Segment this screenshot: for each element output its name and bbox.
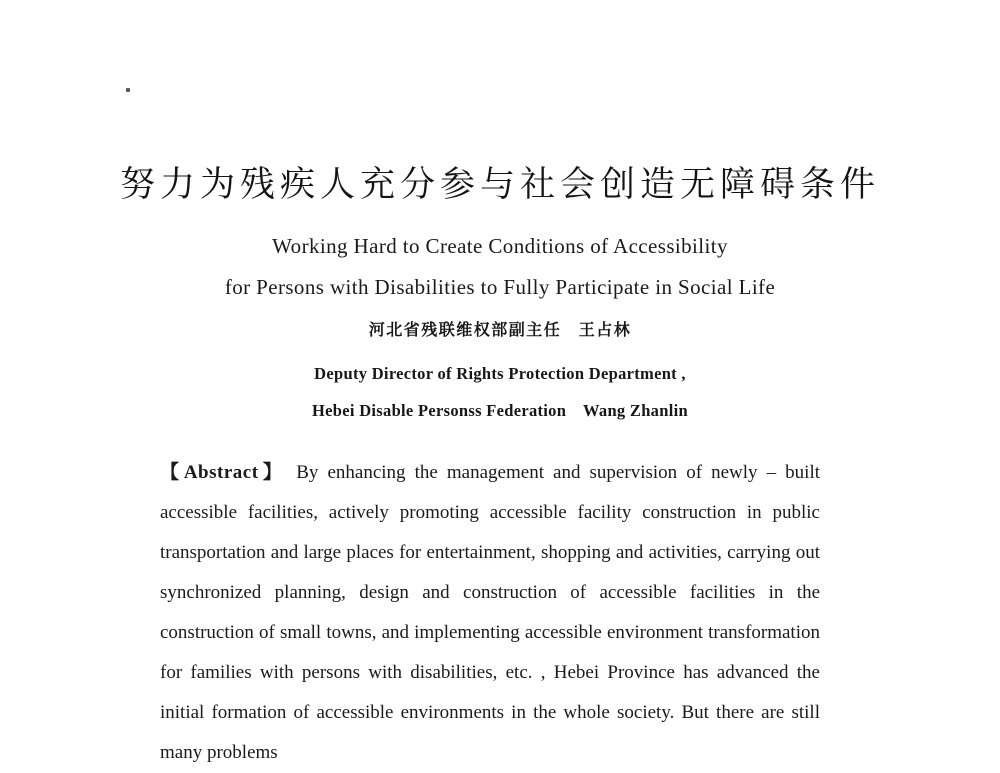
abstract-body-text: By enhancing the management and supervision of newly – built accessible facilities, actively promoting accessible facility construction in public transportation and large places for entertainment, shopping and activities, carrying out synchronized planning, design and construction of accessible facilities in the construction of small towns, and implementing accessible environment transformation for families with persons with disabilities, etc. , Hebei Province has advanced the initial formation of accessible environments in the whole society. But there are still many problems xyxy=(160,462,821,763)
abstract-label: 【Abstract】 xyxy=(160,462,297,483)
page-title-chinese: 努力为残疾人充分参与社会创造无障碍条件 xyxy=(119,165,880,205)
page-title-english xyxy=(0,226,1000,308)
abstract-section xyxy=(160,453,820,773)
abstract-paragraph xyxy=(160,453,820,773)
page-title-english-line-1: Working Hard to Create Conditions of Accessibility xyxy=(272,234,728,258)
scan-artifact-speck xyxy=(126,88,130,92)
author-affiliation-english-line-1: Deputy Director of Rights Protection Department , xyxy=(314,364,686,383)
author-affiliation-english-line-2: Hebei Disable Personss Federation Wang Zhanlin xyxy=(312,401,688,420)
author-affiliation-chinese: 河北省残联维权部副主任 王占林 xyxy=(368,320,632,339)
page-title-english-line-2: for Persons with Disabilities to Fully Participate in Social Life xyxy=(224,275,776,299)
author-affiliation-english xyxy=(0,355,1000,429)
